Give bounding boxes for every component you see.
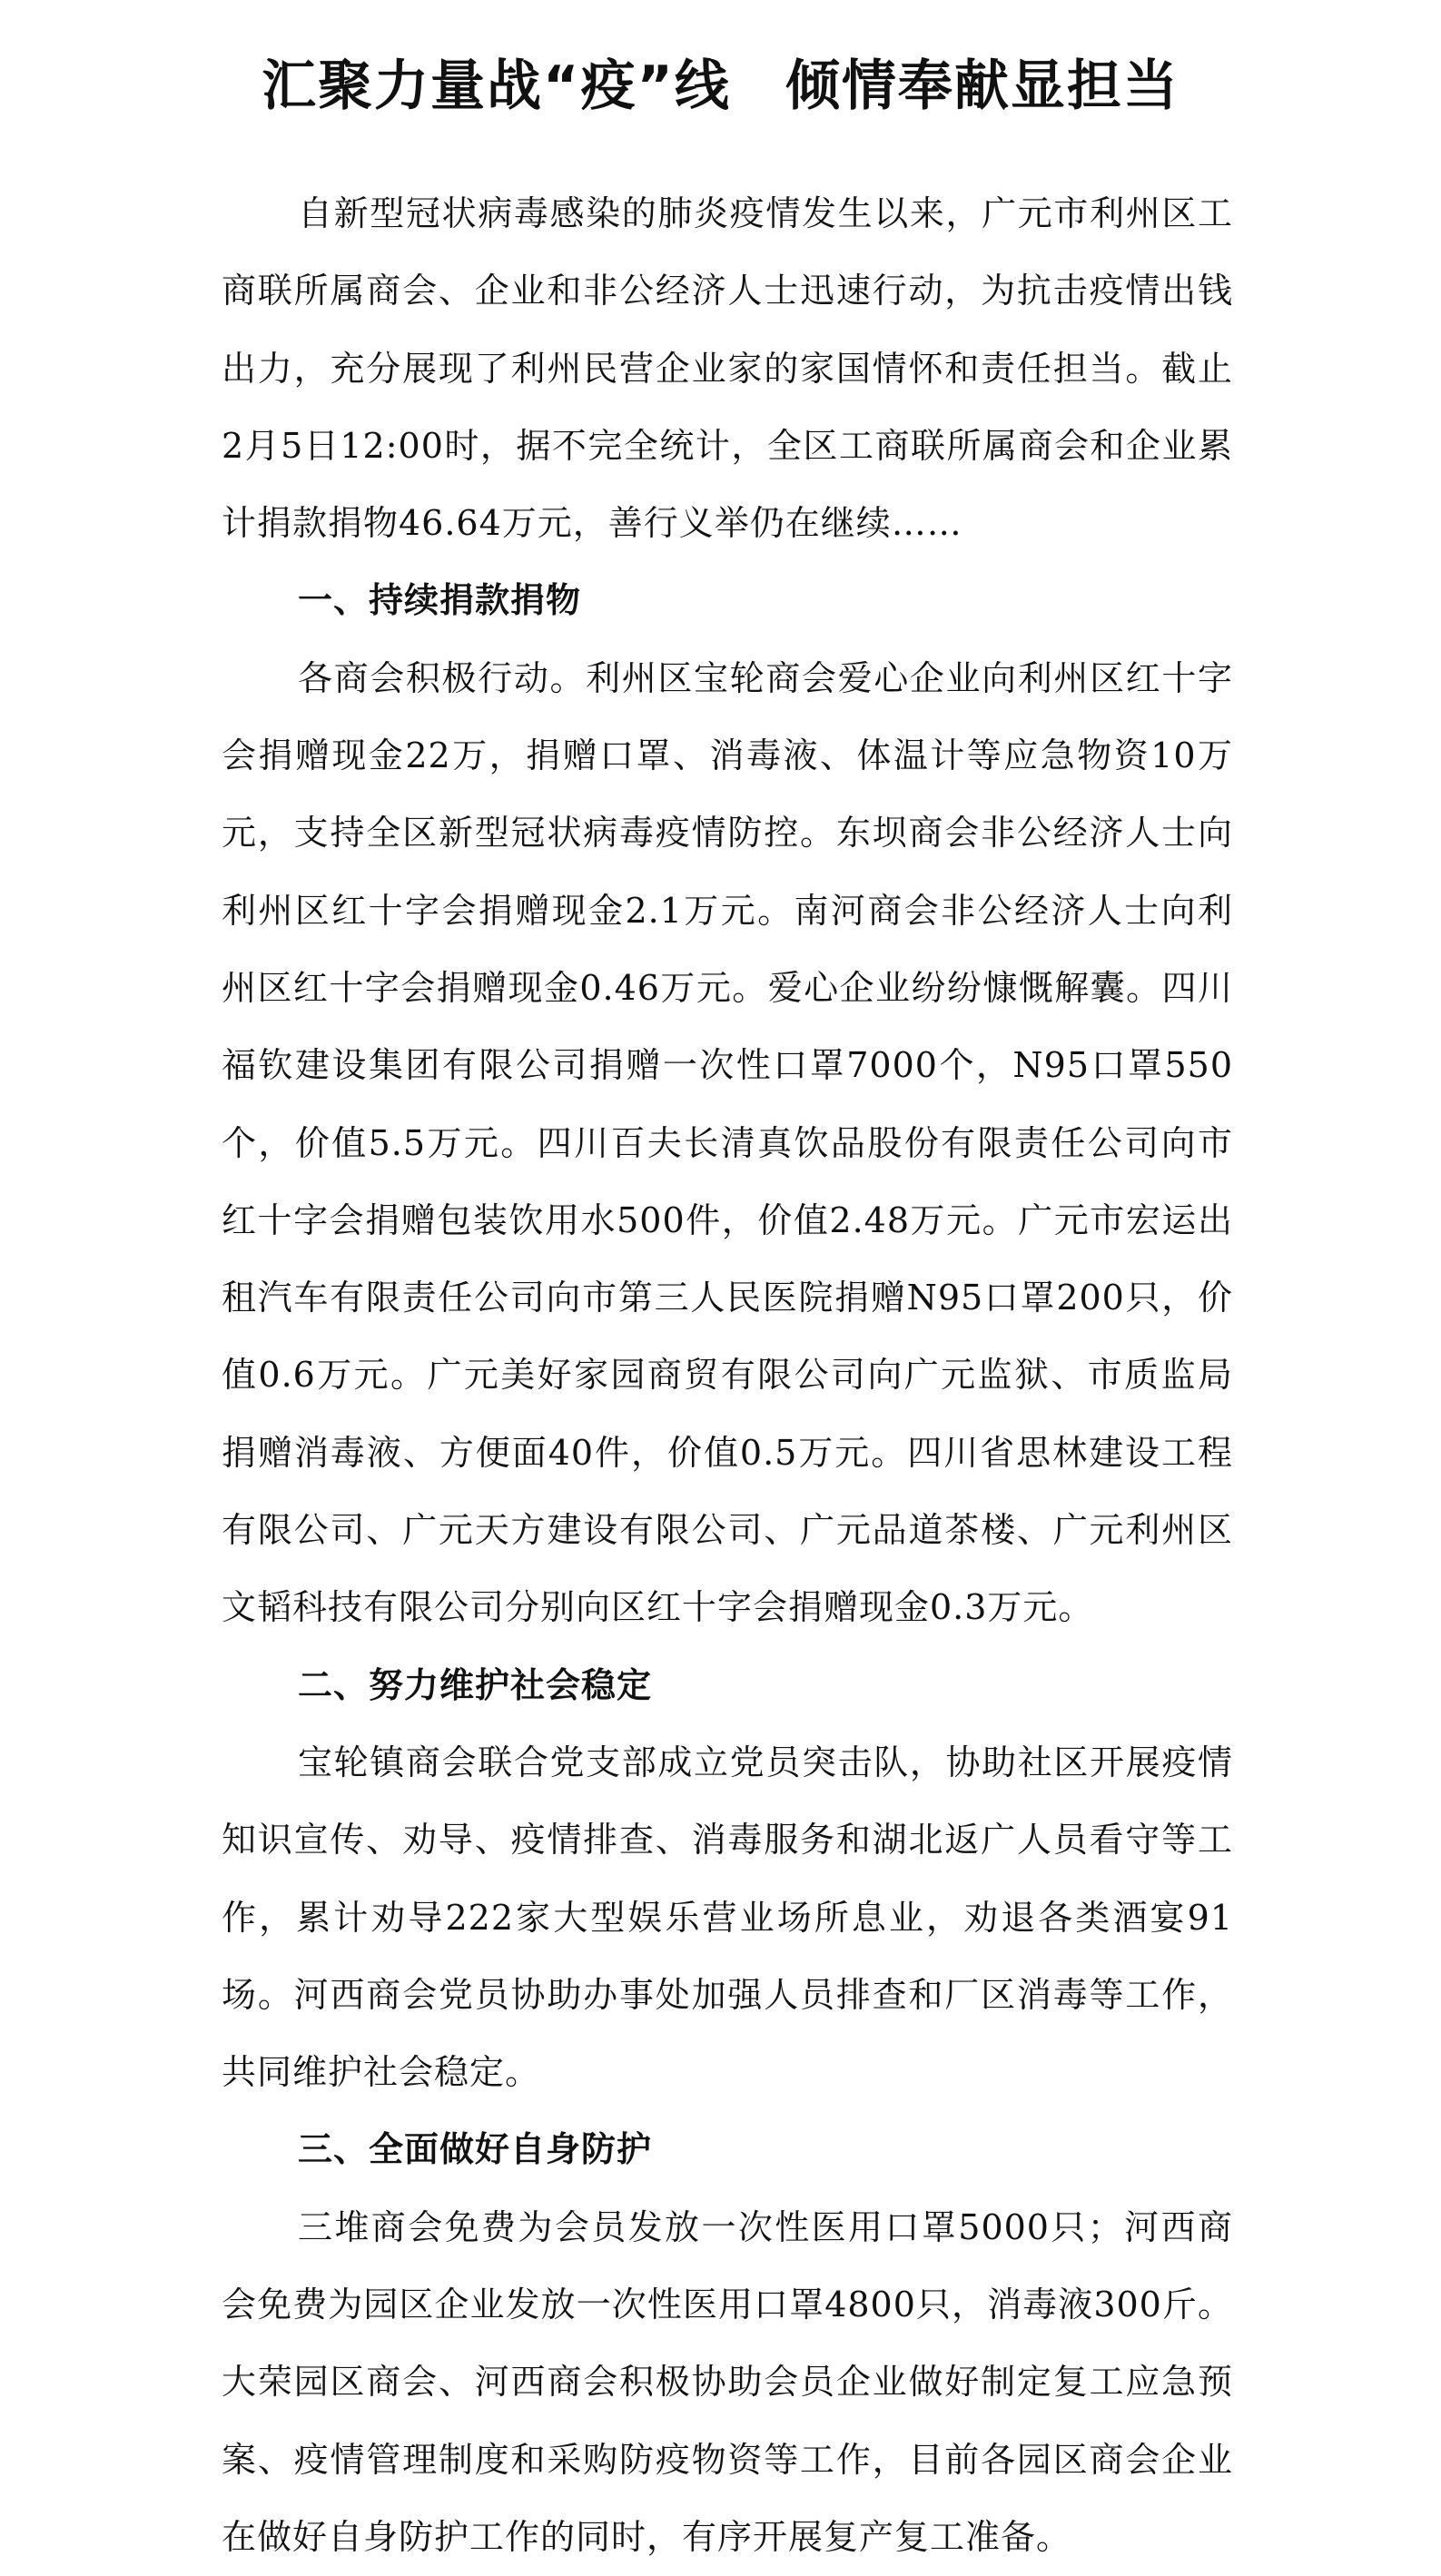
article-title-part-1: 汇聚力量战“疫”线 bbox=[262, 54, 731, 119]
intro-paragraph: 自新型冠状病毒感染的肺炎疫情发生以来，广元市利州区工商联所属商会、企业和非公经济人士迅速行动，为抗击疫情出钱出力，充分展现了利州民营企业家的家国情怀和责任担当。截止2月5日12:00时，据不完全统计，全区工商联所属商会和企业累计捐款捐物46.64万元，善行义举仍在继续…… bbox=[222, 193, 1233, 544]
article-title-part-2: 倾情奉献显担当 bbox=[785, 54, 1179, 119]
section-paragraph-stability: 宝轮镇商会联合党支部成立党员突击队，协助社区开展疫情知识宣传、劝导、疫情排查、消毒服务和湖北返广人员看守等工作，累计劝导222家大型娱乐营业场所息业，劝退各类酒宴91场。河西商会党员协助办事处加强人员排查和厂区消毒等工作，共同维护社会稳定。 bbox=[222, 1742, 1233, 2093]
article-body bbox=[222, 175, 1233, 2576]
article-title bbox=[0, 45, 1441, 127]
section-paragraph-donations: 各商会积极行动。利州区宝轮商会爱心企业向利州区红十字会捐赠现金22万，捐赠口罩、消毒液、体温计等应急物资10万元，支持全区新型冠状病毒疫情防控。东坝商会非公经济人士向利州区红十字会捐赠现金2.1万元。南河商会非公经济人士向利州区红十字会捐赠现金0.46万元。爱心企业纷纷慷慨解囊。四川福钦建设集团有限公司捐赠一次性口罩7000个，N95口罩550个，价值5.5万元。四川百夫长清真饮品股份有限责任公司向市红十字会捐赠包装饮用水500件，价值2.48万元。广元市宏运出租汽车有限责任公司向市第三人民医院捐赠N95口罩200只，价值0.6万元。广元美好家园商贸有限公司向广元监狱、市质监局捐赠消毒液、方便面40件，价值0.5万元。四川省思林建设工程有限公司、广元天方建设有限公司、广元品道茶楼、广元利州区文韬科技有限公司分别向区红十字会捐赠现金0.3万元。 bbox=[222, 657, 1233, 1628]
section-heading-donations: 一、持续捐款捐物 bbox=[298, 580, 582, 621]
section-heading-protection: 三、全面做好自身防护 bbox=[298, 2129, 653, 2170]
section-paragraph-protection: 三堆商会免费为会员发放一次性医用口罩5000只；河西商会免费为园区企业发放一次性医用口罩4800只，消毒液300斤。大荣园区商会、河西商会积极协助会员企业做好制定复工应急预案、疫情管理制度和采购防疫物资等工作，目前各园区商会企业在做好自身防护工作的同时，有序开展复产复工准备。 bbox=[222, 2206, 1233, 2557]
section-heading-stability: 二、努力维护社会稳定 bbox=[298, 1664, 653, 1705]
